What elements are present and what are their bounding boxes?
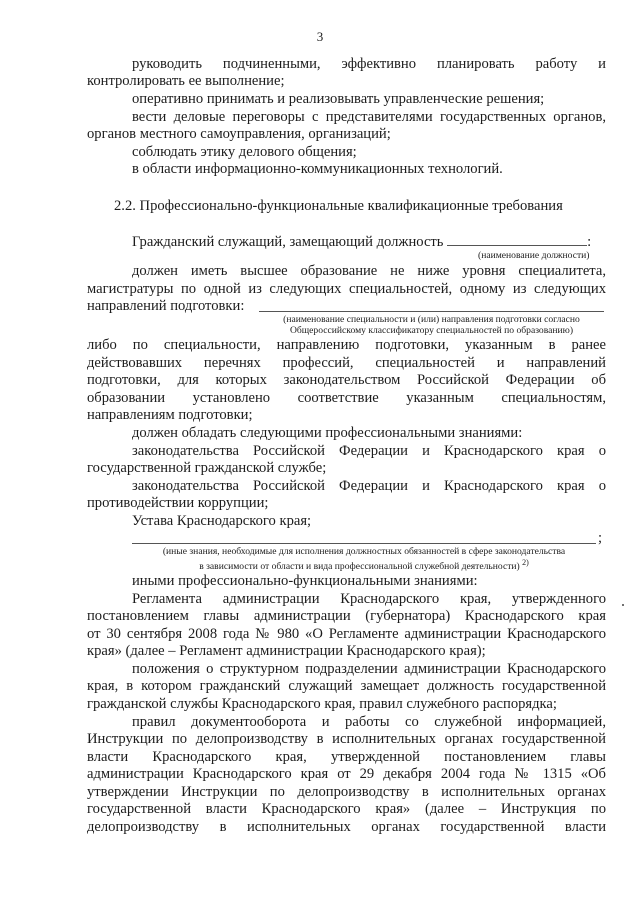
text-line: законодательства Российской Федерации и Краснодарского края о (132, 478, 606, 494)
caption-speciality: Общероссийскому классификатору специальностей по образованию) (289, 325, 574, 336)
position-blank (447, 233, 587, 246)
text-line: противодействии коррупции; (87, 495, 269, 511)
caption-text: в зависимости от области и вида профессиональной служебной деятельности) (199, 561, 520, 573)
text-line: в области информационно-коммуникационных технологий. (132, 161, 503, 177)
text-line: администрации Краснодарского края от 29 декабря 2004 года № 1315 «Об (87, 766, 606, 782)
caption-position: (наименование должности) (478, 250, 590, 261)
text-line: вести деловые переговоры с представителями государственных органов, (132, 109, 606, 125)
text-line (132, 233, 591, 251)
text-line: иными профессионально-функциональными знаниями: (132, 573, 478, 589)
text-line: края, в котором гражданский служащий замещает должность государственной (87, 678, 606, 694)
text-line: органов местного самоуправления, организаций; (87, 126, 391, 142)
text-line: Регламента администрации Краснодарского края, утвержденного (132, 591, 606, 607)
text-line: либо по специальности, направлению подготовки, указанным в ранее (87, 337, 606, 353)
text-line: образовании установлено соответствие указанным специальностям, (87, 390, 606, 406)
other-knowledge-blank (132, 543, 596, 544)
text-line: делопроизводству в исполнительных органах государственной власти (87, 819, 606, 835)
text-line: должен обладать следующими профессиональными знаниями: (132, 425, 523, 441)
scan-speck (622, 604, 624, 606)
text-line: государственной гражданской службе; (87, 460, 327, 476)
text-line: оперативно принимать и реализовывать управленческие решения; (132, 91, 545, 107)
semicolon: ; (598, 530, 603, 546)
text-line: контролировать ее выполнение; (87, 73, 285, 89)
text-line: законодательства Российской Федерации и Краснодарского края о (132, 443, 606, 459)
text-line: государственной власти Краснодарского края» (далее – Инструкция по (87, 801, 606, 817)
colon: : (587, 234, 592, 250)
text-line: соблюдать этику делового общения; (132, 144, 357, 160)
section-heading: 2.2. Профессионально-функциональные квалификационные требования (114, 198, 563, 214)
text-line: правил документооборота и работы со служебной информацией, (132, 714, 606, 730)
text-line: от 30 сентября 2008 года № 980 «О Регламенте администрации Краснодарского (87, 626, 606, 642)
text-line: гражданской службы Краснодарского края, правил служебного распорядка; (87, 696, 557, 712)
caption-other-knowledge: (иные знания, необходимые для исполнения должностных обязанностей в сфере законодательства (162, 546, 566, 557)
text-line: Инструкции по делопроизводству в исполнительных органах государственной (87, 731, 606, 747)
caption-speciality: (наименование специальности и (или) направления подготовки согласно (283, 314, 580, 325)
text-line: Устава Краснодарского края; (132, 513, 312, 529)
text-line: подготовки, для которых законодательством Российской Федерации об (87, 372, 606, 388)
caption-other-knowledge (132, 557, 596, 572)
text-line: постановлением главы администрации (губернатора) Краснодарского края (87, 608, 606, 624)
text-line: руководить подчиненными, эффективно планировать работу и (132, 56, 606, 72)
text-line: власти Краснодарского края, утвержденной постановлением главы (87, 749, 606, 765)
text-line: направлений подготовки: (87, 298, 245, 314)
position-label: Гражданский служащий, замещающий должность (132, 234, 444, 250)
text-line: направлениям подготовки; (87, 407, 253, 423)
text-line: положения о структурном подразделении администрации Краснодарского (132, 661, 606, 677)
text-line: края» (далее – Регламент администрации Краснодарского края); (87, 643, 486, 659)
text-line: действовавших перечнях профессий, специальностей и направлений (87, 355, 606, 371)
page-number: 3 (316, 29, 324, 44)
text-line: магистратуры по одной из следующих специальностей, одному из следующих (87, 281, 606, 297)
text-line: должен иметь высшее образование не ниже уровня специалитета, (132, 263, 606, 279)
speciality-blank (259, 311, 604, 312)
footnote-mark: 2) (522, 558, 529, 567)
text-line: утверждении Инструкции по делопроизводству в исполнительных органах (87, 784, 606, 800)
